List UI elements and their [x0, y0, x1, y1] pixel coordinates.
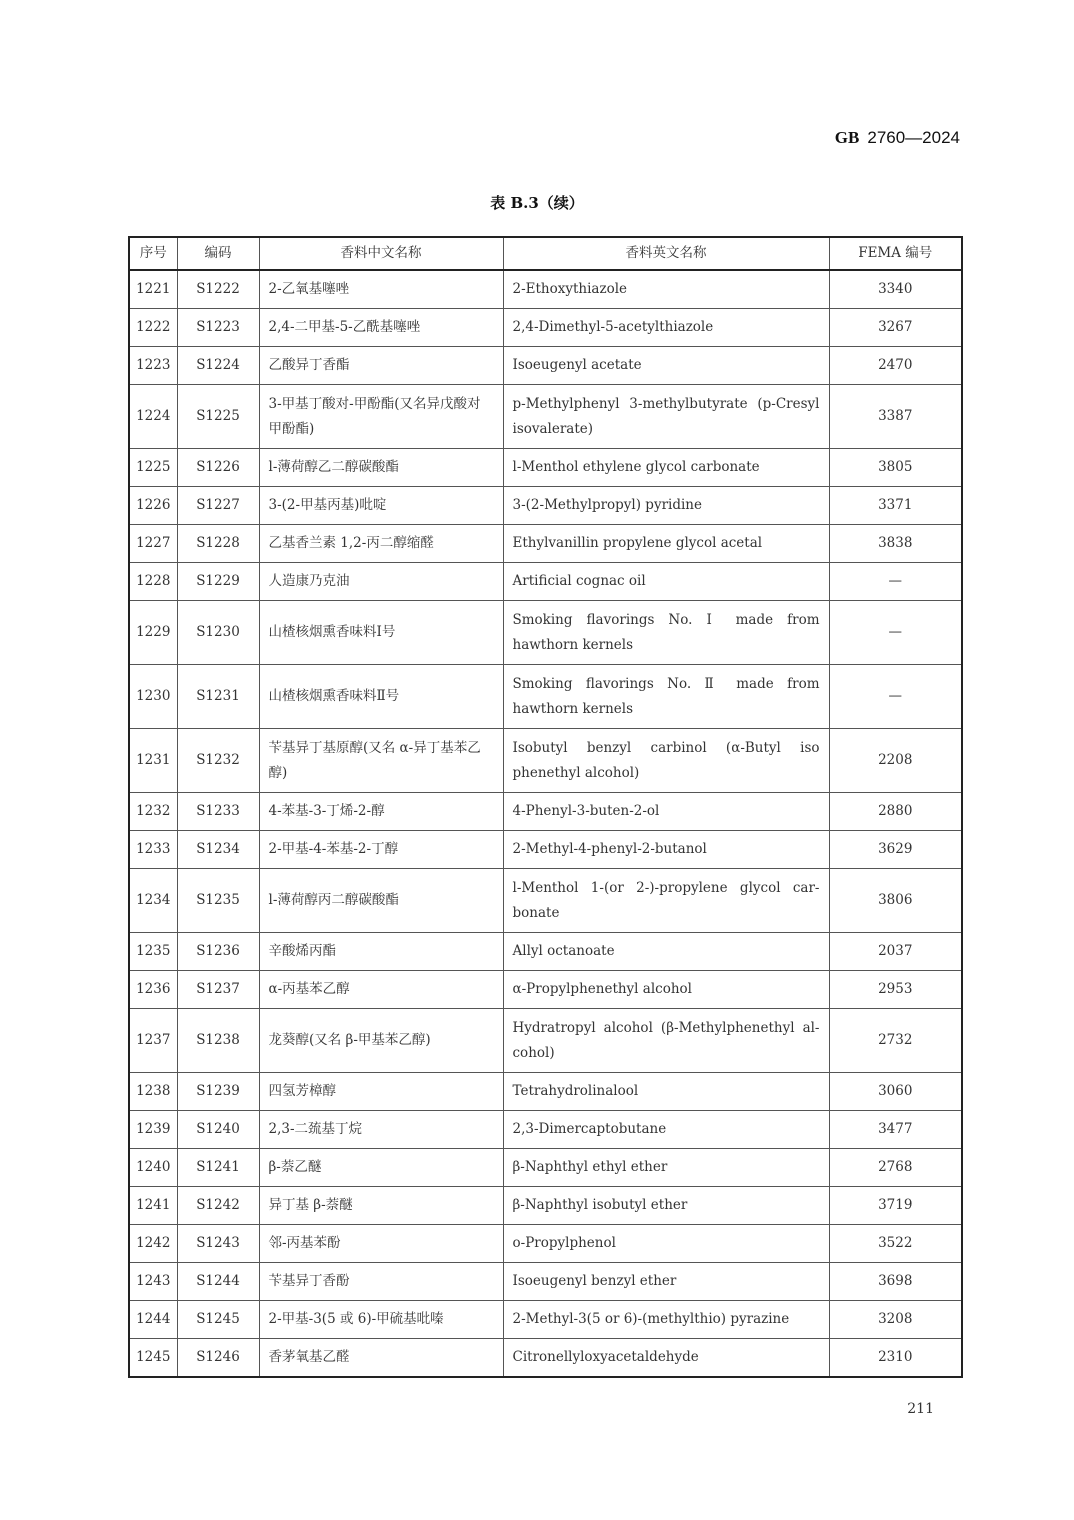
column-header-code: 编码: [177, 237, 259, 270]
cell-en-name: p-Methylphenyl 3-methylbutyrate (p-Cresyl isovalerate): [503, 385, 829, 449]
table-row: [129, 1301, 962, 1339]
column-header-cn-name: 香料中文名称: [259, 237, 503, 270]
table-row: [129, 347, 962, 385]
cell-en-name: 2-Methyl-4-phenyl-2-butanol: [503, 831, 829, 869]
cell-no: 1245: [129, 1339, 177, 1378]
cell-en-name: β-Naphthyl isobutyl ether: [503, 1187, 829, 1225]
cell-no: 1227: [129, 525, 177, 563]
table-row: [129, 525, 962, 563]
table-row: [129, 869, 962, 933]
cell-no: 1239: [129, 1111, 177, 1149]
table-row: [129, 563, 962, 601]
cell-code: S1222: [177, 270, 259, 309]
cell-code: S1237: [177, 971, 259, 1009]
cell-cn-name: β-萘乙醚: [259, 1149, 503, 1187]
cell-no: 1236: [129, 971, 177, 1009]
table-row: [129, 1009, 962, 1073]
cell-cn-name: 2-甲基-3(5 或 6)-甲硫基吡嗪: [259, 1301, 503, 1339]
cell-code: S1243: [177, 1225, 259, 1263]
cell-code: S1244: [177, 1263, 259, 1301]
cell-en-name: 2,4-Dimethyl-5-acetylthiazole: [503, 309, 829, 347]
cell-cn-name: 乙基香兰素 1,2-丙二醇缩醛: [259, 525, 503, 563]
cell-no: 1233: [129, 831, 177, 869]
cell-no: 1240: [129, 1149, 177, 1187]
flavoring-table: [128, 236, 963, 1378]
cell-cn-name: 乙酸异丁香酯: [259, 347, 503, 385]
table-body: [129, 270, 962, 1377]
table-row: [129, 1187, 962, 1225]
table-header-row: [129, 237, 962, 270]
cell-cn-name: 4-苯基-3-丁烯-2-醇: [259, 793, 503, 831]
cell-cn-name: 3-(2-甲基丙基)吡啶: [259, 487, 503, 525]
table-row: [129, 1111, 962, 1149]
cell-fema: 3060: [829, 1073, 962, 1111]
cell-cn-name: 邻-丙基苯酚: [259, 1225, 503, 1263]
cell-no: 1228: [129, 563, 177, 601]
cell-fema: 3340: [829, 270, 962, 309]
column-header-no: 序号: [129, 237, 177, 270]
cell-en-name: Ethylvanillin propylene glycol acetal: [503, 525, 829, 563]
cell-no: 1222: [129, 309, 177, 347]
cell-no: 1230: [129, 665, 177, 729]
cell-no: 1241: [129, 1187, 177, 1225]
table-row: [129, 270, 962, 309]
cell-no: 1226: [129, 487, 177, 525]
cell-no: 1242: [129, 1225, 177, 1263]
table-row: [129, 1073, 962, 1111]
cell-no: 1231: [129, 729, 177, 793]
cell-en-name: Artificial cognac oil: [503, 563, 829, 601]
cell-no: 1232: [129, 793, 177, 831]
cell-fema: 3208: [829, 1301, 962, 1339]
cell-no: 1238: [129, 1073, 177, 1111]
cell-cn-name: l-薄荷醇丙二醇碳酸酯: [259, 869, 503, 933]
cell-fema: 2470: [829, 347, 962, 385]
cell-en-name: Isoeugenyl benzyl ether: [503, 1263, 829, 1301]
standard-prefix: GB: [834, 128, 860, 147]
cell-no: 1224: [129, 385, 177, 449]
cell-en-name: Isoeugenyl acetate: [503, 347, 829, 385]
cell-cn-name: 异丁基 β-萘醚: [259, 1187, 503, 1225]
cell-code: S1225: [177, 385, 259, 449]
cell-code: S1231: [177, 665, 259, 729]
cell-cn-name: 2,4-二甲基-5-乙酰基噻唑: [259, 309, 503, 347]
table-row: [129, 309, 962, 347]
cell-en-name: 3-(2-Methylpropyl) pyridine: [503, 487, 829, 525]
cell-no: 1243: [129, 1263, 177, 1301]
table-caption: 表 B.3（续）: [490, 194, 584, 212]
cell-code: S1236: [177, 933, 259, 971]
cell-fema: 2953: [829, 971, 962, 1009]
column-header-fema: FEMA 编号: [829, 237, 962, 270]
cell-fema: 3806: [829, 869, 962, 933]
cell-code: S1245: [177, 1301, 259, 1339]
cell-en-name: l-Menthol 1-(or 2-)-propylene glycol car-bonate: [503, 869, 829, 933]
cell-cn-name: 苄基异丁基原醇(又名 α-异丁基苯乙醇): [259, 729, 503, 793]
cell-fema: 3838: [829, 525, 962, 563]
cell-cn-name: 2-乙氧基噻唑: [259, 270, 503, 309]
cell-cn-name: 2,3-二巯基丁烷: [259, 1111, 503, 1149]
cell-en-name: Smoking flavorings No. Ⅰ made from hawthorn kernels: [503, 601, 829, 665]
table-row: [129, 385, 962, 449]
cell-code: S1229: [177, 563, 259, 601]
cell-code: S1226: [177, 449, 259, 487]
cell-fema: 2310: [829, 1339, 962, 1378]
cell-code: S1227: [177, 487, 259, 525]
cell-cn-name: 香茅氧基乙醛: [259, 1339, 503, 1378]
cell-fema: 3805: [829, 449, 962, 487]
cell-en-name: 2,3-Dimercaptobutane: [503, 1111, 829, 1149]
table-row: [129, 933, 962, 971]
cell-code: S1246: [177, 1339, 259, 1378]
cell-code: S1224: [177, 347, 259, 385]
cell-fema: 3267: [829, 309, 962, 347]
cell-fema: 3387: [829, 385, 962, 449]
cell-cn-name: l-薄荷醇乙二醇碳酸酯: [259, 449, 503, 487]
cell-en-name: β-Naphthyl ethyl ether: [503, 1149, 829, 1187]
cell-en-name: 2-Methyl-3(5 or 6)-(methylthio) pyrazine: [503, 1301, 829, 1339]
cell-cn-name: 人造康乃克油: [259, 563, 503, 601]
cell-fema: 3522: [829, 1225, 962, 1263]
table-row: [129, 793, 962, 831]
table-row: [129, 487, 962, 525]
cell-code: S1233: [177, 793, 259, 831]
table-row: [129, 1149, 962, 1187]
cell-no: 1235: [129, 933, 177, 971]
cell-no: 1223: [129, 347, 177, 385]
table-row: [129, 1225, 962, 1263]
column-header-en-name: 香料英文名称: [503, 237, 829, 270]
cell-fema: 2880: [829, 793, 962, 831]
cell-fema: 2208: [829, 729, 962, 793]
cell-en-name: o-Propylphenol: [503, 1225, 829, 1263]
page-number: 211: [907, 1401, 934, 1417]
cell-cn-name: 辛酸烯丙酯: [259, 933, 503, 971]
cell-en-name: 4-Phenyl-3-buten-2-ol: [503, 793, 829, 831]
cell-code: S1241: [177, 1149, 259, 1187]
cell-no: 1229: [129, 601, 177, 665]
cell-fema: 2037: [829, 933, 962, 971]
cell-fema: 3371: [829, 487, 962, 525]
cell-fema: 3629: [829, 831, 962, 869]
cell-no: 1234: [129, 869, 177, 933]
table-row: [129, 831, 962, 869]
cell-en-name: l-Menthol ethylene glycol carbonate: [503, 449, 829, 487]
table-row: [129, 971, 962, 1009]
table-row: [129, 729, 962, 793]
cell-code: S1242: [177, 1187, 259, 1225]
cell-en-name: Smoking flavorings No. Ⅱ made from hawthorn kernels: [503, 665, 829, 729]
standard-number: [835, 128, 960, 148]
cell-code: S1230: [177, 601, 259, 665]
cell-cn-name: 3-甲基丁酸对-甲酚酯(又名异戊酸对甲酚酯): [259, 385, 503, 449]
cell-fema: 2732: [829, 1009, 962, 1073]
cell-code: S1234: [177, 831, 259, 869]
cell-code: S1232: [177, 729, 259, 793]
table-row: [129, 1263, 962, 1301]
cell-en-name: Allyl octanoate: [503, 933, 829, 971]
table-row: [129, 665, 962, 729]
cell-code: S1223: [177, 309, 259, 347]
cell-cn-name: 苄基异丁香酚: [259, 1263, 503, 1301]
cell-code: S1240: [177, 1111, 259, 1149]
cell-code: S1228: [177, 525, 259, 563]
cell-fema: —: [829, 601, 962, 665]
cell-en-name: α-Propylphenethyl alcohol: [503, 971, 829, 1009]
cell-cn-name: 四氢芳樟醇: [259, 1073, 503, 1111]
cell-en-name: Tetrahydrolinalool: [503, 1073, 829, 1111]
cell-no: 1225: [129, 449, 177, 487]
cell-no: 1244: [129, 1301, 177, 1339]
cell-code: S1235: [177, 869, 259, 933]
cell-fema: 3477: [829, 1111, 962, 1149]
cell-code: S1239: [177, 1073, 259, 1111]
cell-cn-name: 山楂核烟熏香味料Ⅱ号: [259, 665, 503, 729]
cell-fema: —: [829, 665, 962, 729]
cell-code: S1238: [177, 1009, 259, 1073]
table-row: [129, 601, 962, 665]
cell-fema: 2768: [829, 1149, 962, 1187]
cell-cn-name: 山楂核烟熏香味料Ⅰ号: [259, 601, 503, 665]
cell-cn-name: α-丙基苯乙醇: [259, 971, 503, 1009]
table-row: [129, 449, 962, 487]
cell-no: 1237: [129, 1009, 177, 1073]
table-row: [129, 1339, 962, 1378]
cell-en-name: Hydratropyl alcohol (β-Methylphenethyl al-cohol): [503, 1009, 829, 1073]
cell-fema: 3719: [829, 1187, 962, 1225]
cell-en-name: 2-Ethoxythiazole: [503, 270, 829, 309]
cell-en-name: Isobutyl benzyl carbinol (α-Butyl iso phenethyl alcohol): [503, 729, 829, 793]
cell-no: 1221: [129, 270, 177, 309]
cell-fema: —: [829, 563, 962, 601]
cell-cn-name: 2-甲基-4-苯基-2-丁醇: [259, 831, 503, 869]
cell-en-name: Citronellyloxyacetaldehyde: [503, 1339, 829, 1378]
cell-fema: 3698: [829, 1263, 962, 1301]
cell-cn-name: 龙葵醇(又名 β-甲基苯乙醇): [259, 1009, 503, 1073]
standard-code: 2760—2024: [867, 128, 960, 147]
